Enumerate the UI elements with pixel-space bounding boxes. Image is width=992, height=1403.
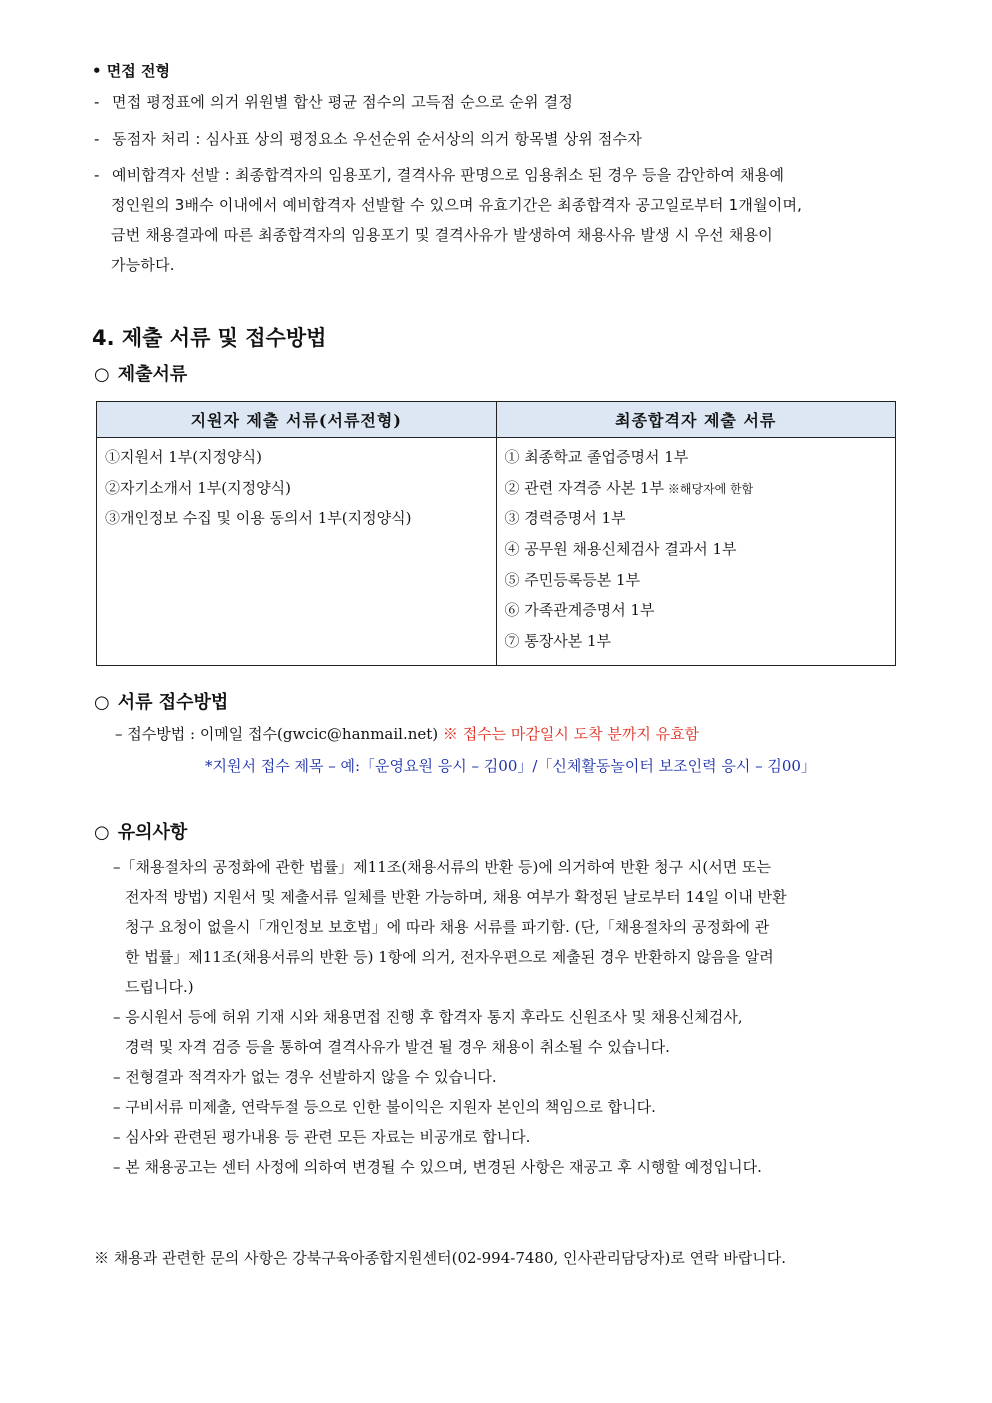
list-item	[505, 473, 888, 504]
notes-list	[113, 852, 903, 1182]
documents-table	[96, 401, 896, 666]
subsection-submission	[94, 688, 228, 714]
reserve-line-1	[94, 160, 904, 190]
applicant-docs-cell	[97, 438, 497, 666]
note-line: –「채용절차의 공정화에 관한 법률」제11조(채용서류의 반환 등)에 의거하여 반환 청구 시(서면 또는	[113, 858, 771, 876]
subsection-submission-label: 서류 접수방법	[117, 692, 229, 713]
reserve-line-1-text: 예비합격자 선발 : 최종합격자의 임용포기, 결격사유 판명으로 임용취소 된 경우 등을 감안하여 채용예	[112, 166, 785, 184]
list-item: ⑦ 통장사본 1부	[504, 632, 612, 651]
list-item: ③개인정보 수집 및 이용 동의서 1부(지정양식)	[105, 509, 412, 528]
reserve-line-4: 가능하다.	[111, 256, 175, 274]
note-line: – 응시원서 등에 허위 기재 시와 채용면접 진행 후 합격자 통지 후라도 신원조사 및 채용신체검사,	[113, 1008, 743, 1026]
subsection-documents-label: 제출서류	[117, 364, 188, 385]
circle-bullet-icon: ○	[94, 364, 110, 385]
interview-rule-tie-text: 동점자 처리 : 심사표 상의 평정요소 우선순위 순서상의 의거 항목별 상위 점수자	[112, 130, 642, 148]
table-row	[97, 438, 896, 666]
circle-bullet-icon: ○	[94, 692, 110, 713]
subsection-documents	[94, 360, 187, 386]
circle-bullet-icon: ○	[94, 822, 110, 843]
list-item-text: ② 관련 자격증 사본 1부	[504, 478, 665, 497]
table-header-applicant: 지원자 제출 서류(서류전형)	[97, 402, 497, 438]
note-line: – 심사와 관련된 평가내용 등 관련 모든 자료는 비공개로 합니다.	[113, 1128, 531, 1146]
note-line: – 본 채용공고는 센터 사정에 의하여 변경될 수 있으며, 변경된 사항은 재공고 후 시행할 예정입니다.	[113, 1158, 762, 1176]
submission-method-text: – 접수방법 : 이메일 접수(gwcic@hanmail.net)	[115, 725, 443, 743]
list-item: ②자기소개서 1부(지정양식)	[105, 478, 291, 497]
note-line: 한 법률」제11조(채용서류의 반환 등) 1항에 의거, 전자우편으로 제출된 경우 반환하지 않음을 알려	[125, 948, 774, 966]
interview-rule-ranking	[94, 87, 904, 117]
list-item: ⑥ 가족관계증명서 1부	[504, 601, 655, 620]
table-header-final: 최종합격자 제출 서류	[496, 402, 896, 438]
contact-info: ※ 채용과 관련한 문의 사항은 강북구육아종합지원센터(02-994-7480, 인사관리담당자)로 연락 바랍니다.	[94, 1249, 787, 1267]
final-docs-cell	[496, 438, 896, 666]
dash: -	[94, 166, 100, 184]
note-line: 전자적 방법) 지원서 및 제출서류 일체를 반환 가능하며, 채용 여부가 확정된 날로부터 14일 이내 반환	[125, 888, 787, 906]
subsection-notes-label: 유의사항	[117, 822, 188, 843]
email-subject-format: *지원서 접수 제목 – 예:「운영요원 응시 – 김00」/「신체활동놀이터 보조인력 응시 – 김00」	[205, 757, 816, 775]
list-item: ① 최종학교 졸업증명서 1부	[504, 448, 689, 466]
dash: -	[94, 130, 100, 148]
interview-heading: • 면접 전형	[92, 62, 170, 80]
deadline-warning: ※ 접수는 마감일시 도착 분까지 유효함	[442, 725, 700, 743]
submission-method	[115, 723, 699, 744]
section-title: 4. 제출 서류 및 접수방법	[92, 326, 327, 350]
interview-rule-tie	[94, 124, 904, 154]
interview-rule-ranking-text: 면접 평정표에 의거 위원별 합산 평균 점수의 고득점 순으로 순위 결정	[112, 93, 574, 111]
note-line: – 구비서류 미제출, 연락두절 등으로 인한 불이익은 지원자 본인의 책임으로 합니다.	[113, 1098, 656, 1116]
list-item: ④ 공무원 채용신체검사 결과서 1부	[504, 540, 737, 559]
list-item: ③ 경력증명서 1부	[504, 509, 626, 528]
note-line: 드립니다.)	[125, 978, 194, 996]
note-line: – 전형결과 적격자가 없는 경우 선발하지 않을 수 있습니다.	[113, 1068, 497, 1086]
applicable-note: ※해당자에 한함	[664, 481, 754, 496]
table-header-row	[97, 402, 896, 438]
list-item: ①지원서 1부(지정양식)	[105, 448, 262, 466]
interview-rule-reserve	[94, 160, 904, 280]
reserve-line-3: 금번 채용결과에 따른 최종합격자의 임용포기 및 결격사유가 발생하여 채용사유 발생 시 우선 채용이	[111, 226, 773, 244]
dash: -	[94, 93, 100, 111]
list-item: ⑤ 주민등록등본 1부	[504, 570, 641, 589]
subsection-notes	[94, 818, 187, 844]
note-line: 경력 및 자격 검증 등을 통하여 결격사유가 발견 될 경우 채용이 취소될 수 있습니다.	[125, 1038, 670, 1056]
note-line: 청구 요청이 없을시「개인정보 보호법」에 따라 채용 서류를 파기함. (단,「채용절차의 공정화에 관	[125, 918, 770, 936]
reserve-line-2: 정인원의 3배수 이내에서 예비합격자 선발할 수 있으며 유효기간은 최종합격자 공고일로부터 1개월이며,	[111, 196, 803, 214]
